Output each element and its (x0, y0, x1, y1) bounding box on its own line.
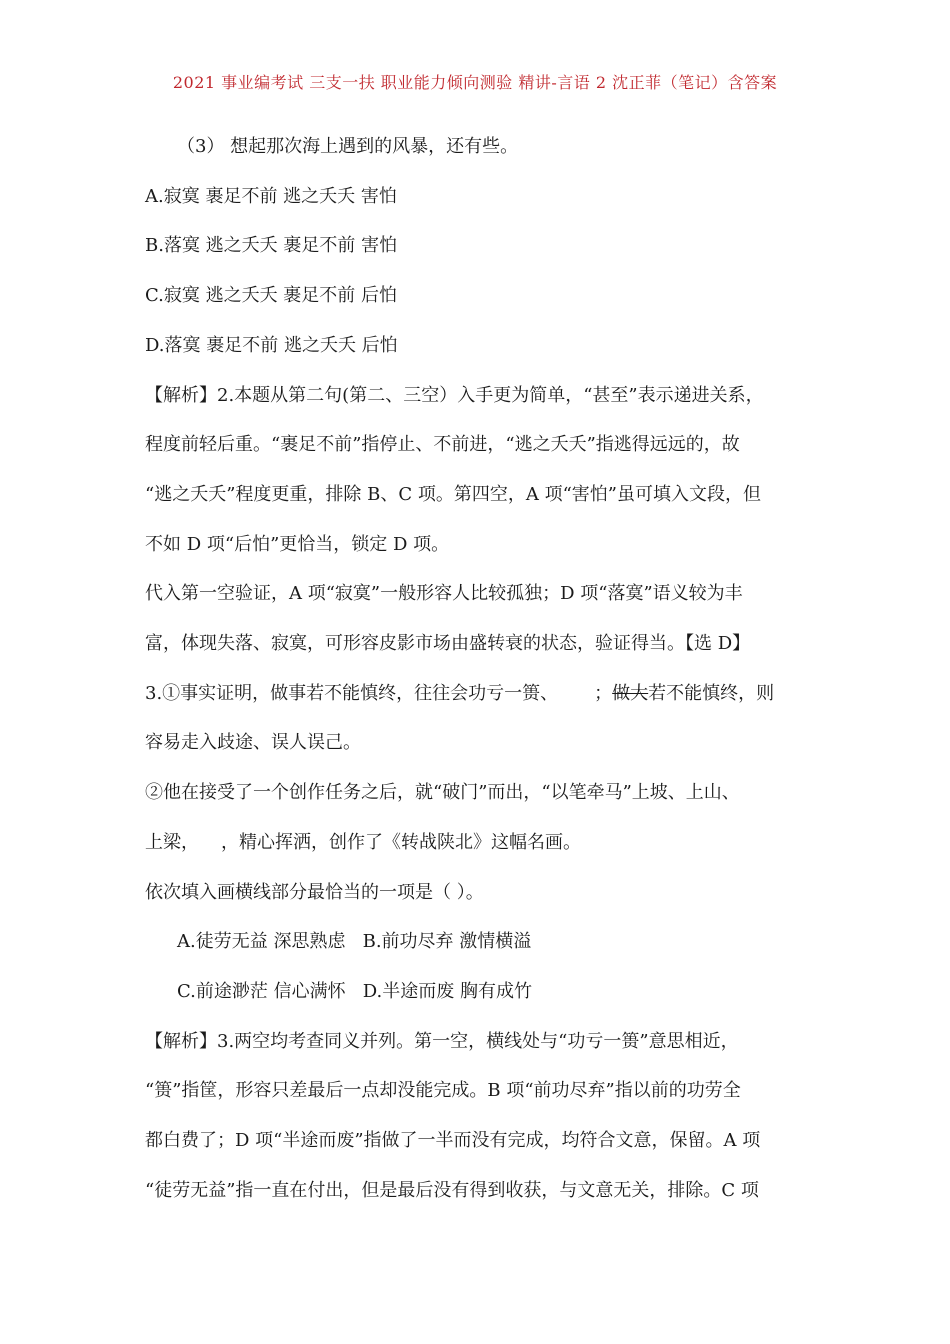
question-3-sentence-1 (145, 669, 815, 719)
page-header: 2021 事业编考试 三支一扶 职业能力倾向测验 精讲-言语 2 沈正菲（笔记）含答案 (172, 73, 778, 92)
analysis-line: 都白费了；D 项“半途而废”指做了一半而没有完成，均符合文意，保留。A 项 (145, 1130, 761, 1152)
analysis-line: “徒劳无益”指一直在付出，但是最后没有得到收获，与文意无关，排除。C 项 (145, 1179, 759, 1201)
analysis-line: 【解析】3.两空均考查同义并列。第一空，横线处与“功亏一篑”意思相近， (145, 1030, 739, 1052)
analysis-line: 不如 D 项“后怕”更恰当，锁定 D 项。 (145, 533, 450, 555)
question-3-sentence-1-cont: 容易走入歧途、误人误己。 (145, 732, 361, 754)
struck-text: 做大 (612, 682, 649, 704)
analysis-line: 程度前轻后重。“裹足不前”指停止、不前进，“逃之夭夭”指逃得远远的，故 (145, 434, 740, 456)
analysis-line: “逃之夭夭”程度更重，排除 B、C 项。第四空，A 项“害怕”虽可填入文段，但 (145, 483, 761, 505)
option-a: A.寂寞 裹足不前 逃之夭夭 害怕 (145, 185, 397, 207)
option-d: D.落寞 裹足不前 逃之夭夭 后怕 (145, 334, 398, 356)
sentence-text: ； (594, 682, 613, 704)
option-b: B.落寞 逃之夭夭 裹足不前 害怕 (145, 235, 398, 257)
question-3-options-row-1: A.徒劳无益 深思熟虑 B.前功尽弃 激情横溢 (177, 931, 532, 953)
sentence-text: 上梁， (145, 831, 199, 853)
sentence-text: 若不能慎终，则 (648, 682, 775, 704)
option-c: C.寂寞 逃之夭夭 裹足不前 后怕 (145, 285, 398, 307)
sentence-text: ，精心挥洒，创作了《转战陕北》这幅名画。 (221, 831, 581, 853)
question-sentence-3: （3） 想起那次海上遇到的风暴，还有些。 (177, 136, 519, 157)
sentence-text: 3.①事实证明，做事若不能慎终，往往会功亏一篑、 (145, 682, 559, 704)
question-3-sentence-2: ②他在接受了一个创作任务之后，就“破门”而出，“以笔牵马”上坡、上山、 (145, 782, 740, 804)
analysis-line: 富，体现失落、寂寞，可形容皮影市场由盛转衰的状态，验证得当。【选 D】 (145, 633, 751, 655)
analysis-line: “篑”指筐，形容只差最后一点却没能完成。B 项“前功尽弃”指以前的功劳全 (145, 1080, 741, 1102)
analysis-line: 【解析】2.本题从第二句(第二、三空）入手更为简单，“甚至”表示递进关系， (145, 384, 764, 406)
analysis-line: 代入第一空验证，A 项“寂寞”一般形容人比较孤独；D 项“落寞”语义较为丰 (145, 583, 743, 605)
question-3-options-row-2: C.前途渺茫 信心满怀 D.半途而废 胸有成竹 (177, 980, 532, 1002)
question-3-sentence-2-cont (145, 818, 815, 868)
question-3-prompt: 依次填入画横线部分最恰当的一项是（ ）。 (145, 881, 484, 903)
document-body (145, 122, 815, 1215)
